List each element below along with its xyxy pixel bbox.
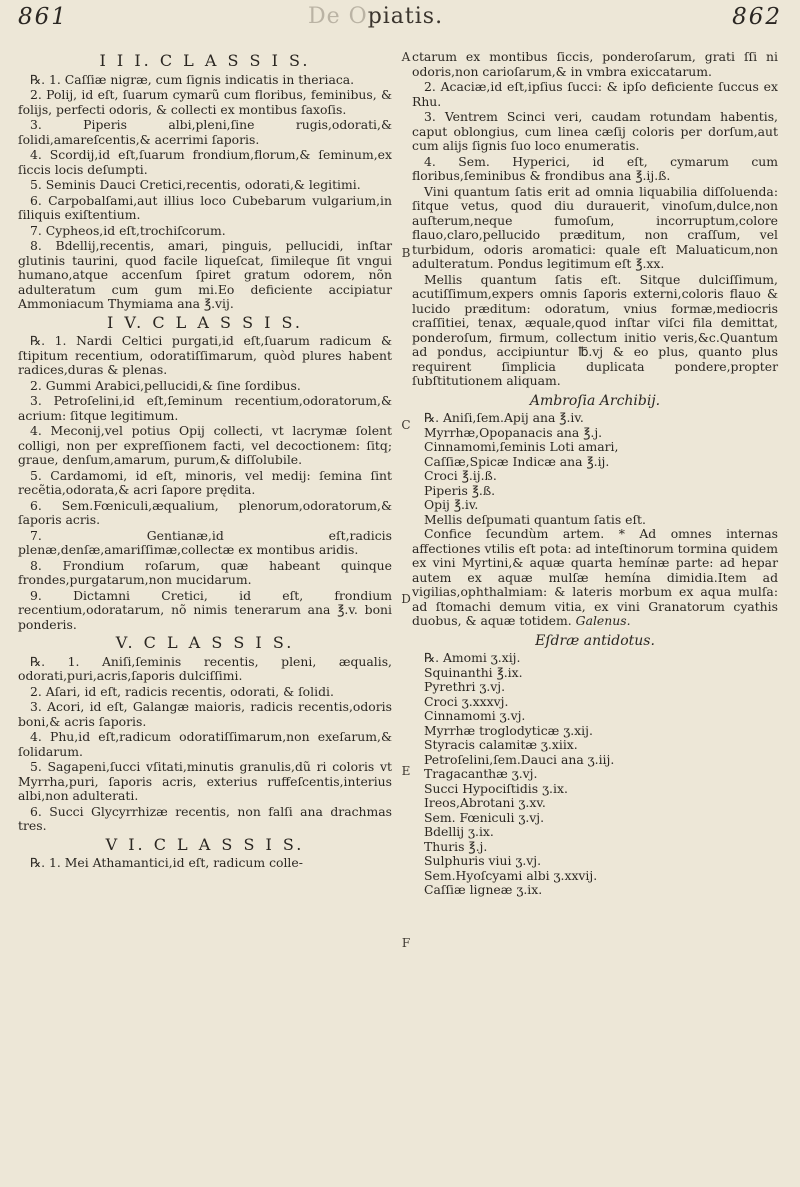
recipe-line: Petroſelini,ſem.Dauci ana ʒ.iij. xyxy=(424,751,615,767)
recipe-line: Sulphuris viui ʒ.vj. xyxy=(424,853,542,868)
vini-paragraph: Vini quantum ſatis erit ad omnia liquabilia diſſoluenda: ſitque vetus, quod diu durauerit, vinoſum,dulce,non auſterum,neque fumoſum, incorruptum,colore flauo,claro,pellucido præditum, non craſſum, vel turbidum, odoris aromatici: quale eſt Maluaticum,non adulteratum. Pondus legitimum eſt ℥.xx. xyxy=(412,183,778,271)
recipe-line: ℞. Aniſi,ſem.Apij ana ℥.iv. xyxy=(424,410,584,425)
section-marker-a: A xyxy=(401,50,411,64)
ambrosia-recipe xyxy=(412,411,778,527)
ingredient-entry: ℞. 1. Aniſi,ſeminis recentis, pleni, æqualis, odorati,puri,acris,ſaporis dulciſſimi. xyxy=(18,653,392,683)
ingredient-entry: ℞. 1. Nardi Celtici purgati,id eſt,ſuarum radicum & ſtipitum recentium, odoratiſſimarum, quòd plures habent radices,duras & plenas. xyxy=(18,333,392,377)
ingredient-entry: 8. Frondium roſarum, quæ habeant quinque frondes,purgatarum,non mucidarum. xyxy=(18,557,392,587)
left-column xyxy=(18,50,392,872)
ingredient-entry: 9. Dictamni Cretici, id eſt, frondium recentium,odoratarum, nõ nimis tenerarum ana ℥.v. boni ponderis. xyxy=(18,587,392,632)
right-column xyxy=(412,50,778,898)
classis-heading-3: I I I. C L A S S I S. xyxy=(99,51,311,70)
ingredient-entry: 2. Gummi Arabici,pellucidi,& ſine ſordibus. xyxy=(30,377,301,393)
ingredient-entry: ℞. 1. Caſſiæ nigræ, cum ſignis indicatis in theriaca. xyxy=(30,71,355,87)
recipe-line: Croci ℥.ij.ß. xyxy=(424,468,497,483)
recipe-line: Ireos,Abrotani ʒ.xv. xyxy=(424,795,546,810)
section-marker-f: F xyxy=(401,936,411,950)
running-title-text: piatis. xyxy=(367,4,444,29)
ingredient-entry: 4. Scordij,id eſt,ſuarum frondium,florum,& ſeminum,ex ſiccis locis deſumpti. xyxy=(18,147,392,177)
recipe-line: Squinanthi ℥.ix. xyxy=(424,664,523,680)
running-title-faded: De O xyxy=(308,4,368,29)
page-number-right: 862 xyxy=(732,4,782,30)
author-attribution: Galenus. xyxy=(575,613,631,628)
ingredient-entry: 2. Aſari, id eſt, radicis recentis, odorati, & ſolidi. xyxy=(30,683,334,699)
recipe-line: Myrrhæ troglodyticæ ʒ.xij. xyxy=(424,722,593,738)
recipe-line: Caſſiæ ligneæ ʒ.ix. xyxy=(424,882,543,897)
ambrosia-heading: Ambroſia Archibij. xyxy=(529,392,661,409)
ingredient-entry: ℞. 1. Mei Athamantici,id eſt, radicum colle- xyxy=(30,855,303,870)
running-title xyxy=(308,4,443,29)
esdra-heading: Eſdræ antidotus. xyxy=(535,632,655,649)
recipe-line: Croci ʒ.xxxvj. xyxy=(424,693,509,709)
ingredient-entry: 7. Gentianæ,id eſt,radicis plenæ,denſæ,amariſſimæ,collectæ ex montibus aridis. xyxy=(18,527,392,557)
recipe-line: Opij ℥.iv. xyxy=(424,497,479,512)
recipe-line: Thuris ℥.j. xyxy=(424,838,488,854)
recipe-line: ℞. Amomi ʒ.xij. xyxy=(424,650,521,665)
recipe-line: Cinnamomi,ſeminis Loti amari, xyxy=(424,439,619,454)
confice-paragraph xyxy=(412,527,778,629)
recipe-line: Tragacanthæ ʒ.vj. xyxy=(424,766,538,781)
classis-heading-5: V. C L A S S I S. xyxy=(115,633,295,652)
ingredient-entry: 5. Sagapeni,ſucci vſitati,minutis granulis,dũ ri coloris vt Myrrha,puri, ſaporis acris, exterius ruffeſcentis,interius albi,non adulterati. xyxy=(18,759,392,803)
recipe-line: Styracis calamitæ ʒ.xiix. xyxy=(424,737,578,752)
page-number-left: 861 xyxy=(18,4,68,30)
confice-text: Confice ſecundùm artem. * Ad omnes internas affectiones vtilis eſt pota: ad inteſtinorum tormina quidem ex vini Myrtini,& aquæ quarta hemínæ parte: ad hepar autem ex aquæ mulſæ hemína dimidia.Item ad vigilias,ophthalmiam: & lateris morbum ex aqua mulſa: ad ſtomachi demum vitia, ex vini Granatorum cyathis duobus, & aquæ totidem. xyxy=(412,526,778,628)
recipe-line: Sem. Fœniculi ʒ.vj. xyxy=(424,809,545,825)
classis-heading-6: V I. C L A S S I S. xyxy=(105,834,305,854)
mellis-paragraph: Mellis quantum ſatis eſt. Sitque dulciſſimum, acutiſſimum,expers omnis ſaporis externi,coloris flauo & lucido præditum: odoratum, vnius formæ,mediocris craſſitiei, tenax, æquale,quod inſtar viſci fila demittat, ponderoſum, firmum, collectum initio veris,&c.Quantum ad pondus, accipiuntur ℔.vj & eo plus, quanto plus requirent ſimplicia duplicata pondere,propter ſubſtitutionem aliquam. xyxy=(412,271,778,388)
ingredient-entry: 4. Phu,id eſt,radicum odoratiſſimarum,non exeſarum,& ſolidarum. xyxy=(18,729,392,759)
recipe-line: Succi Hypociſtidis ʒ.ix. xyxy=(424,780,568,796)
ingredient-entry: 3. Ventrem Scinci veri, caudam rotundam habentis, caput oblongius, cum linea cæſij coloris per dorſum,aut cum alijs ſignis ſuo loco enumeratis. xyxy=(412,109,778,153)
ingredient-entry: 4. Sem. Hyperici, id eſt, cymarum cum floribus,ſeminibus & frondibus ana ℥.ij.ß. xyxy=(412,153,778,183)
section-marker-d: D xyxy=(401,592,411,606)
recipe-line: Myrrhæ,Opopanacis ana ℥.j. xyxy=(424,424,603,440)
recipe-line: Piperis ℥.ß. xyxy=(424,482,496,498)
ingredient-entry: 6. Succi Glycyrrhizæ recentis, non falſi ana drachmas tres. xyxy=(18,803,392,833)
recipe-line: Mellis deſpumati quantum ſatis eſt. xyxy=(424,511,646,527)
recipe-line: Caſſiæ,Spicæ Indicæ ana ℥.ij. xyxy=(424,453,610,469)
ingredient-entry: 5. Seminis Dauci Cretici,recentis, odorati,& legitimi. xyxy=(30,177,361,192)
recipe-line: Pyrethri ʒ.vj. xyxy=(424,679,506,694)
recipe-line: Cinnamomi ʒ.vj. xyxy=(424,708,526,723)
esdra-recipe xyxy=(412,651,778,898)
ingredient-entry: ctarum ex montibus ſiccis, ponderoſarum, grati ſſi ni odoris,non carioſarum,& in vmbra exiccatarum. xyxy=(412,49,778,79)
section-marker-b: B xyxy=(401,246,411,260)
ingredient-entry: 6. Carpobalſami,aut illius loco Cubebarum vulgarium,in ſiliquis exiſtentium. xyxy=(18,192,392,222)
section-marker-c: C xyxy=(401,418,411,432)
ingredient-entry: 3. Petroſelini,id eſt,ſeminum recentium,odoratorum,& acrium: ſitque legitimum. xyxy=(18,393,392,423)
recipe-line: Sem.Hyoſcyami albi ʒ.xxvij. xyxy=(424,867,598,883)
ingredient-entry: 3. Piperis albi,pleni,ſine rugis,odorati,& ſolidi,amareſcentis,& acerrimi ſaporis. xyxy=(18,117,392,147)
page-header xyxy=(0,0,800,46)
classis-heading-4: I V. C L A S S I S. xyxy=(107,312,303,332)
recipe-line: Bdellij ʒ.ix. xyxy=(424,824,494,839)
ingredient-entry: 6. Sem.Fœniculi,æqualium, plenorum,odoratorum,& ſaporis acris. xyxy=(18,497,392,527)
ingredient-entry: 4. Meconij,vel potius Opij collecti, vt lacrymæ ſolent colligi, non per expreſſionem facti, vel decoctionem: ſitq; graue, denſum,amarum, purum,& diſſolubile. xyxy=(18,423,392,467)
ingredient-entry: 7. Cypheos,id eſt,trochiſcorum. xyxy=(30,222,226,238)
ingredient-entry: 2. Acaciæ,id eſt,ipſius ſucci: & ipſo deficiente ſuccus ex Rhu. xyxy=(412,79,778,109)
ingredient-entry: 2. Polij, id eſt, ſuarum cymarũ cum floribus, feminibus, & folijs, perfecti odoris, & collecti ex montibus ſaxoſis. xyxy=(18,87,392,117)
section-marker-e: E xyxy=(401,764,411,778)
ingredient-entry: 8. Bdellij,recentis, amari, pinguis, pellucidi, inſtar glutinis taurini, quod facile liqueſcat, ſimileque ſit vngui humano,atque accenſum ſpiret gratum odorem, nõn adulteratum cum gum mi.Eo deficiente accipiatur Ammoniacum Thymiama ana ℥.vij. xyxy=(18,238,392,311)
ingredient-entry: 3. Acori, id eſt, Galangæ maioris, radicis recentis,odoris boni,& acris ſaporis. xyxy=(18,699,392,729)
ingredient-entry: 5. Cardamomi, id eſt, minoris, vel medij: ſemina ſint recẽtia,odorata,& acri ſapore prędita. xyxy=(18,467,392,497)
